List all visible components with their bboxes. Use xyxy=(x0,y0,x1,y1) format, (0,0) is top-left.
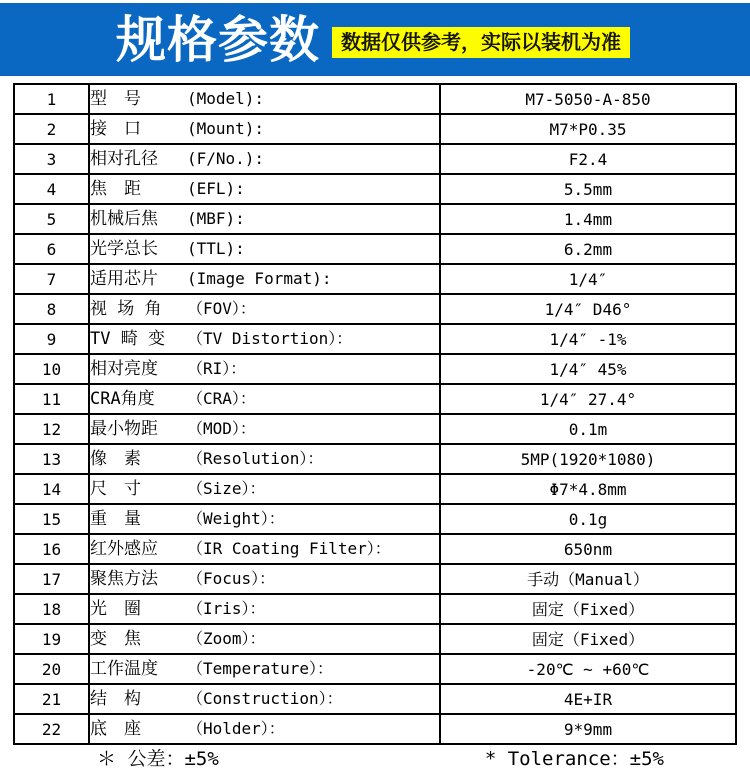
param-label-en: （TV Distortion）： xyxy=(187,329,353,348)
param-label-zh: 适用芯片 xyxy=(90,269,158,289)
footer-notes xyxy=(0,748,750,770)
param-label-en: （RI）： xyxy=(187,359,247,378)
param-value-cell: 6.2mm xyxy=(440,234,736,264)
param-label-cell xyxy=(89,504,440,534)
header-banner xyxy=(0,3,750,76)
param-label-en: （MOD）： xyxy=(187,419,256,438)
param-label-cell xyxy=(89,234,440,264)
param-value-cell: 5.5mm xyxy=(440,174,736,204)
param-label-zh: 型 号 xyxy=(90,89,141,109)
param-label-cell xyxy=(89,534,440,564)
row-number-cell: 3 xyxy=(14,144,89,174)
table-row xyxy=(14,714,736,744)
table-row xyxy=(14,654,736,684)
param-label-zh: 光 圈 xyxy=(90,599,141,619)
param-label-en: (F/No.): xyxy=(187,149,265,168)
param-label-en: (Image Format): xyxy=(187,269,332,288)
param-label-zh: 机械后焦 xyxy=(90,209,158,229)
table-row xyxy=(14,264,736,294)
param-label-en: （Weight）： xyxy=(187,509,285,528)
param-label-en: （CRA）： xyxy=(187,389,256,408)
row-number-cell: 12 xyxy=(14,414,89,444)
param-label-en: （Iris）： xyxy=(187,599,266,618)
param-label-en: (Mount): xyxy=(187,119,265,138)
param-label-zh: 聚焦方法 xyxy=(90,569,158,589)
param-label-cell xyxy=(89,84,440,114)
param-value-cell: 1/4″ -1% xyxy=(440,324,736,354)
param-value-cell: 固定（Fixed） xyxy=(440,594,736,624)
param-label-cell xyxy=(89,594,440,624)
spec-table-body xyxy=(14,84,736,744)
param-label-en: （Construction）： xyxy=(187,689,343,708)
param-label-en: （Size）： xyxy=(187,479,266,498)
param-label-cell xyxy=(89,174,440,204)
row-number-cell: 20 xyxy=(14,654,89,684)
row-number-cell: 6 xyxy=(14,234,89,264)
param-label-zh: 光学总长 xyxy=(90,239,158,259)
param-value-cell: 1/4″ 27.4° xyxy=(440,384,736,414)
param-label-zh: 最小物距 xyxy=(90,419,158,439)
param-label-en: （FOV）： xyxy=(187,299,256,318)
table-row xyxy=(14,354,736,384)
param-label-cell xyxy=(89,384,440,414)
param-label-zh: 底 座 xyxy=(90,719,141,739)
param-label-zh: 相对亮度 xyxy=(90,359,158,379)
row-number-cell: 15 xyxy=(14,504,89,534)
param-label-en: （Focus）： xyxy=(187,569,276,588)
spec-sheet-page xyxy=(0,3,750,770)
param-label-cell xyxy=(89,714,440,744)
param-value-cell: 5MP(1920*1080) xyxy=(440,444,736,474)
row-number-cell: 21 xyxy=(14,684,89,714)
param-value-cell: 1/4″ xyxy=(440,264,736,294)
page-title: 规格参数 xyxy=(116,10,320,69)
tolerance-note-zh: ＊ 公差：±5% xyxy=(97,748,219,770)
param-label-cell xyxy=(89,414,440,444)
table-row xyxy=(14,504,736,534)
table-row xyxy=(14,534,736,564)
param-value-cell: 1.4mm xyxy=(440,204,736,234)
param-label-en: (TTL): xyxy=(187,239,245,258)
param-label-en: (Model): xyxy=(187,89,265,108)
row-number-cell: 2 xyxy=(14,114,89,144)
param-value-cell: 650nm xyxy=(440,534,736,564)
table-row xyxy=(14,234,736,264)
param-value-cell: 固定（Fixed） xyxy=(440,624,736,654)
param-label-cell xyxy=(89,354,440,384)
param-label-cell xyxy=(89,564,440,594)
table-row xyxy=(14,624,736,654)
row-number-cell: 14 xyxy=(14,474,89,504)
row-number-cell: 7 xyxy=(14,264,89,294)
param-label-cell xyxy=(89,144,440,174)
row-number-cell: 4 xyxy=(14,174,89,204)
param-label-zh: 结 构 xyxy=(90,689,141,709)
param-label-cell xyxy=(89,264,440,294)
param-label-zh: 重 量 xyxy=(90,509,141,529)
param-value-cell: 4E+IR xyxy=(440,684,736,714)
row-number-cell: 22 xyxy=(14,714,89,744)
param-value-cell: 0.1m xyxy=(440,414,736,444)
table-row xyxy=(14,114,736,144)
table-row xyxy=(14,324,736,354)
param-value-cell: M7-5050-A-850 xyxy=(440,84,736,114)
row-number-cell: 17 xyxy=(14,564,89,594)
row-number-cell: 19 xyxy=(14,624,89,654)
table-row xyxy=(14,474,736,504)
param-label-en: （IR Coating Filter）： xyxy=(187,539,391,558)
param-label-cell xyxy=(89,114,440,144)
row-number-cell: 16 xyxy=(14,534,89,564)
row-number-cell: 18 xyxy=(14,594,89,624)
param-label-cell xyxy=(89,654,440,684)
spec-table xyxy=(13,83,737,745)
param-label-cell xyxy=(89,324,440,354)
row-number-cell: 1 xyxy=(14,84,89,114)
table-row xyxy=(14,414,736,444)
param-label-en: （Temperature）： xyxy=(187,659,333,678)
table-row xyxy=(14,204,736,234)
param-label-zh: 变 焦 xyxy=(90,629,141,649)
param-value-cell: 9*9mm xyxy=(440,714,736,744)
row-number-cell: 9 xyxy=(14,324,89,354)
param-label-zh: 红外感应 xyxy=(90,539,158,559)
param-label-zh: 尺 寸 xyxy=(90,479,141,499)
param-value-cell: M7*P0.35 xyxy=(440,114,736,144)
param-label-cell xyxy=(89,624,440,654)
param-label-zh: TV 畸 变 xyxy=(90,329,165,349)
param-label-cell xyxy=(89,204,440,234)
row-number-cell: 5 xyxy=(14,204,89,234)
param-value-cell: 1/4″ D46° xyxy=(440,294,736,324)
param-label-zh: 工作温度 xyxy=(90,659,158,679)
param-label-cell xyxy=(89,294,440,324)
row-number-cell: 10 xyxy=(14,354,89,384)
param-label-zh: 相对孔径 xyxy=(90,149,158,169)
disclaimer-badge: 数据仅供参考，实际以装机为准 xyxy=(332,27,630,58)
param-value-cell: 1/4″ 45% xyxy=(440,354,736,384)
param-label-cell xyxy=(89,444,440,474)
param-label-en: （Holder）： xyxy=(187,719,285,738)
table-row xyxy=(14,294,736,324)
param-label-en: （Zoom）： xyxy=(187,629,266,648)
param-label-zh: 接 口 xyxy=(90,119,141,139)
param-value-cell: Φ7*4.8mm xyxy=(440,474,736,504)
param-label-zh: 焦 距 xyxy=(90,179,141,199)
table-row xyxy=(14,144,736,174)
table-row xyxy=(14,174,736,204)
param-label-zh: 像 素 xyxy=(90,449,141,469)
row-number-cell: 13 xyxy=(14,444,89,474)
param-label-cell xyxy=(89,684,440,714)
table-row xyxy=(14,564,736,594)
param-value-cell: 0.1g xyxy=(440,504,736,534)
param-value-cell: F2.4 xyxy=(440,144,736,174)
param-label-zh: CRA角度 xyxy=(90,389,155,409)
table-row xyxy=(14,594,736,624)
table-row xyxy=(14,384,736,414)
param-label-en: （Resolution）： xyxy=(187,449,324,468)
param-value-cell: -20℃ ~ +60℃ xyxy=(440,654,736,684)
row-number-cell: 8 xyxy=(14,294,89,324)
param-label-en: (EFL): xyxy=(187,179,245,198)
table-row xyxy=(14,684,736,714)
param-label-en: (MBF): xyxy=(187,209,245,228)
param-label-zh: 视 场 角 xyxy=(90,299,162,319)
table-row xyxy=(14,444,736,474)
tolerance-note-en: * Tolerance：±5% xyxy=(484,748,664,770)
param-value-cell: 手动（Manual） xyxy=(440,564,736,594)
param-label-cell xyxy=(89,474,440,504)
table-row xyxy=(14,84,736,114)
row-number-cell: 11 xyxy=(14,384,89,414)
